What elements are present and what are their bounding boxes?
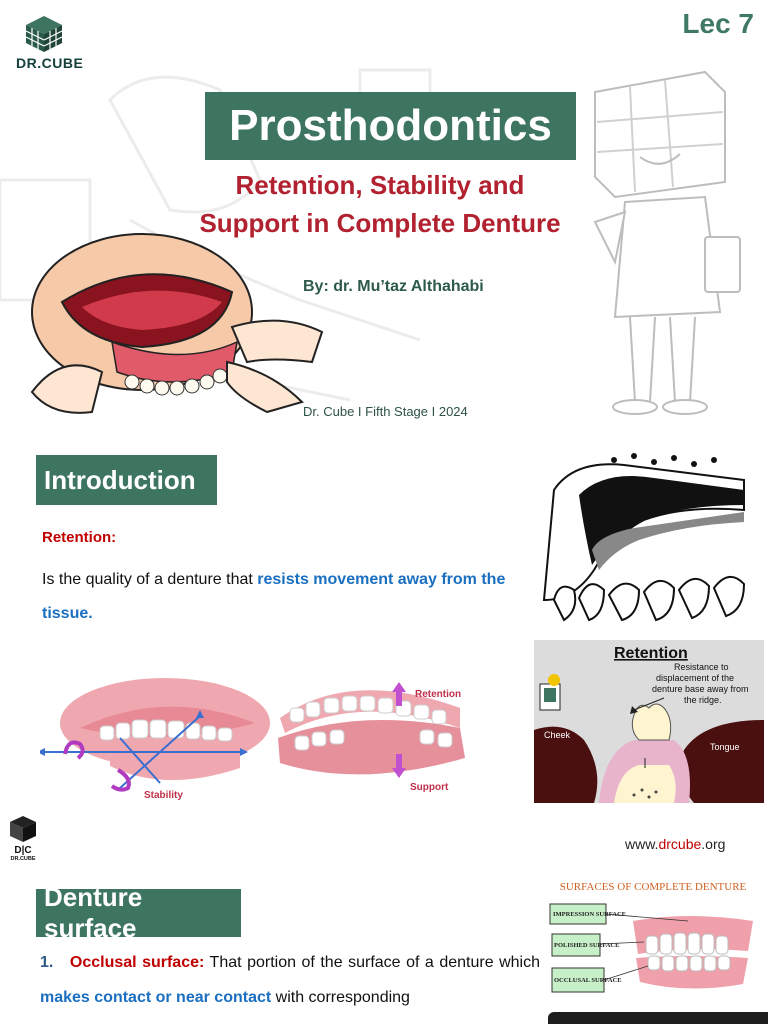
stability-label: Stability [144, 790, 183, 801]
title-banner [205, 92, 576, 160]
next-image-edge [548, 1012, 768, 1024]
surfaces-diagram-title: SURFACES OF COMPLETE DENTURE [559, 881, 747, 893]
author: By: dr. Mu’taz Althahabi [303, 278, 484, 295]
denture-movement-diagram [40, 668, 480, 808]
occlusal-highlight: makes contact or near contact [40, 989, 272, 1006]
introduction-heading: Introduction [36, 455, 217, 505]
website-link[interactable] [625, 836, 725, 852]
definition-text: Is the quality of a denture that [42, 571, 258, 588]
brand-name: DR.CUBE [16, 55, 84, 71]
url-suffix: .org [701, 836, 726, 852]
course-meta: Dr. Cube I Fifth Stage I 2024 [303, 404, 468, 419]
cheek-label: Cheek [544, 730, 571, 740]
subtitle-line-1: Retention, Stability and [235, 170, 525, 200]
subtitle-line-2: Support in Complete Denture [199, 208, 561, 238]
surface-list-item [40, 945, 540, 1015]
retention-note-line-1: Resistance to [674, 662, 729, 672]
tongue-label: Tongue [710, 742, 740, 752]
denture-surface-heading: Denture surface [36, 889, 241, 937]
retention-label: Retention: [42, 529, 117, 546]
url-domain: drcube [658, 836, 702, 852]
retention-arrow-label: Retention [415, 689, 462, 700]
retention-diagram-title: Retention [614, 645, 688, 662]
occlusal-surface-label: OCCLUSAL SURFACE [554, 977, 622, 984]
drcube-small-logo-icon [8, 814, 38, 862]
surfaces-of-denture-diagram [548, 876, 758, 996]
denture-cross-section-illustration [534, 450, 752, 628]
small-logo-name: DR.CUBE [10, 856, 36, 862]
subtitle [140, 166, 620, 242]
small-logo-initials: D|C [14, 845, 32, 856]
list-number: 1. [40, 954, 54, 971]
impression-surface-label: IMPRESSION SURFACE [553, 911, 627, 918]
definition-highlight: resists movement away from the tissue. [42, 571, 506, 622]
retention-definition [42, 563, 522, 631]
lecture-number: Lec 7 [682, 8, 754, 39]
url-prefix: www. [625, 836, 659, 852]
retention-note-line-2: displacement of the [656, 673, 735, 683]
retention-note-line-4: the ridge. [684, 695, 722, 705]
page-title: Prosthodontics [229, 101, 552, 150]
retention-note-line-3: denture base away from [652, 684, 749, 694]
retention-diagram [534, 640, 764, 803]
drcube-logo-icon [24, 14, 64, 54]
occlusal-text-b: with corresponding [271, 989, 410, 1006]
support-label: Support [410, 782, 449, 793]
polished-surface-label: POLISHED SURFACE [554, 942, 620, 949]
occlusal-text-a: That portion of the surface of a denture which [204, 954, 541, 971]
occlusal-term: Occlusal surface: [69, 954, 205, 971]
cube-mascot-illustration [555, 62, 755, 422]
denture-insertion-illustration [22, 232, 332, 418]
